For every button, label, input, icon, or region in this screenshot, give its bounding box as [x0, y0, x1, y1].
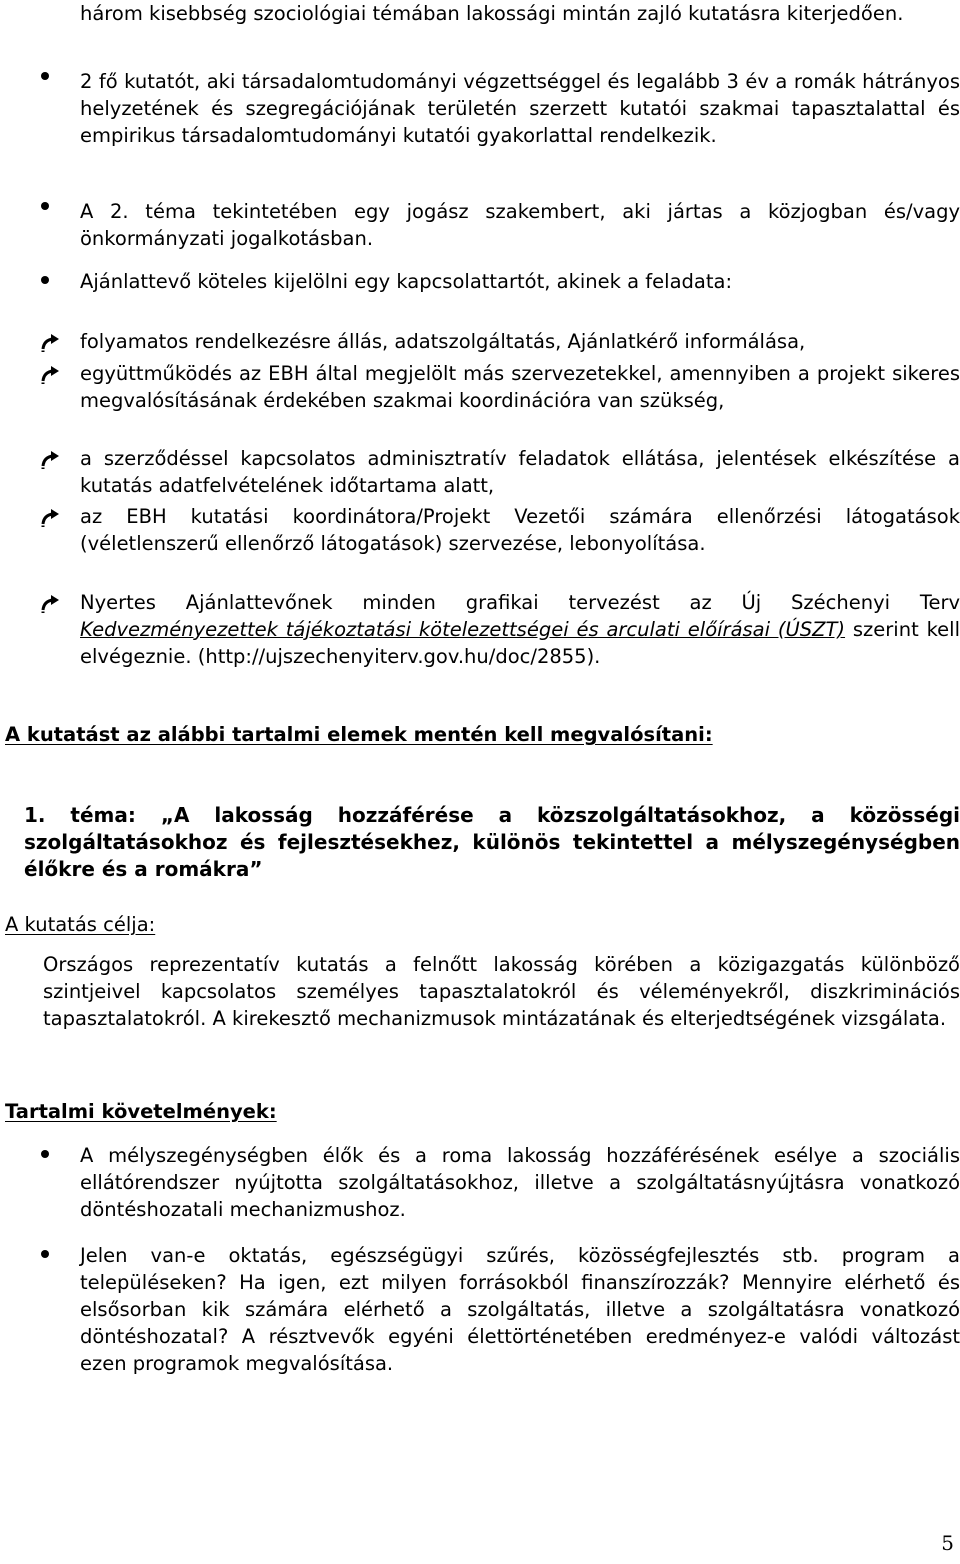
arrow-item-cooperation: együttműködés az EBH által megjelölt más szervezetekkel, amennyiben a projekt sikeres megvalósításának érdekében szakmai koordinációra van szükség, [80, 362, 960, 412]
graphic-design-tail: szerint kell elvégeznie. (http://ujszechenyiterv.gov.hu/doc/2855). [80, 618, 960, 668]
requirement-item-access: A mélyszegénységben élők és a roma lakosság hozzáférésének esélye a szociális ellátórendszer nyújtotta szolgáltatásokhoz, illetve a szolgáltatásnyújtásra vonatkozó döntéshozatali mechanizmushoz. [80, 1144, 960, 1221]
curved-arrow-icon [40, 448, 62, 470]
arrow-item-monitoring-visits: az EBH kutatási koordinátora/Projekt Vezetői számára ellenőrzési látogatások (véletlenszerű ellenőrző látogatások) szervezése, lebonyolítása. [80, 505, 960, 555]
continuation-paragraph: három kisebbség szociológiai témában lakossági mintán zajló kutatásra kiterjedően. [80, 2, 904, 25]
bullet-dot [41, 1250, 49, 1258]
uszt-reference: Kedvezményezettek tájékoztatási kötelezettségei és arculati előírásai (ÚSZT) [80, 618, 846, 641]
curved-arrow-icon [40, 363, 62, 385]
bullet-dot [41, 202, 49, 210]
bullet-item-researchers: 2 fő kutatót, aki társadalomtudományi végzettséggel és legalább 3 év a romák hátrányos helyzetének és szegregációjának területén szerzett kutatói szakmai tapasztalattal és empirikus társadalomtudományi kutatói gyakorlattal rendelkezik. [80, 70, 960, 147]
curved-arrow-icon [40, 331, 62, 353]
curved-arrow-icon [40, 506, 62, 528]
bullet-dot [41, 276, 49, 284]
bullet-dot [41, 72, 49, 80]
goal-text: Országos reprezentatív kutatás a felnőtt lakosság körében a közigazgatás különböző szintjeivel kapcsolatos személyes tapasztalatokról és véleményekről, diszkriminációs tapasztalatokról. A kirekesztő mechanizmusok mintázatának és elterjedtségének vizsgálata. [43, 953, 960, 1030]
requirements-heading: Tartalmi követelmények: [5, 1100, 277, 1123]
theme-1-title: 1. téma: „A lakosság hozzáférése a közszolgáltatásokhoz, a közösségi szolgáltatásokhoz és fejlesztésekhez, különös tekintettel a mélyszegénységben élőkre és a romákra” [24, 803, 960, 881]
bullet-dot [41, 1150, 49, 1158]
requirement-item-programs: Jelen van-e oktatás, egészségügyi szűrés, közösségfejlesztés stb. program a településeken? Ha igen, ezt milyen forrásokból finanszírozzák? Mennyire elérhető és elsősorban kik számára elérhető a szolgáltatás, illetve a szolgáltatásra vonatkozó döntéshozatal? A résztvevők egyéni élettörténetében eredményez-e valódi változást ezen programok megvalósítása. [80, 1244, 960, 1375]
arrow-item-graphic-design [80, 589, 960, 670]
goal-label: A kutatás célja: [5, 913, 156, 936]
graphic-design-lead: Nyertes Ajánlattevőnek minden grafikai tervezést az Új Széchenyi Terv [80, 591, 960, 614]
arrow-item-availability: folyamatos rendelkezésre állás, adatszolgáltatás, Ajánlatkérő informálása, [80, 330, 806, 353]
page-number: 5 [941, 1531, 954, 1555]
section-heading: A kutatást az alábbi tartalmi elemek mentén kell megvalósítani: [5, 723, 713, 746]
bullet-item-contact-person: Ajánlattevő köteles kijelölni egy kapcsolattartót, akinek a feladata: [80, 270, 733, 293]
curved-arrow-icon [40, 592, 62, 614]
bullet-item-lawyer: A 2. téma tekintetében egy jogász szakembert, aki jártas a közjogban és/vagy önkormányzati jogalkotásban. [80, 200, 960, 250]
arrow-item-administration: a szerződéssel kapcsolatos adminisztratív feladatok ellátása, jelentések elkészítése a kutatás adatfelvételének időtartama alatt, [80, 447, 960, 497]
